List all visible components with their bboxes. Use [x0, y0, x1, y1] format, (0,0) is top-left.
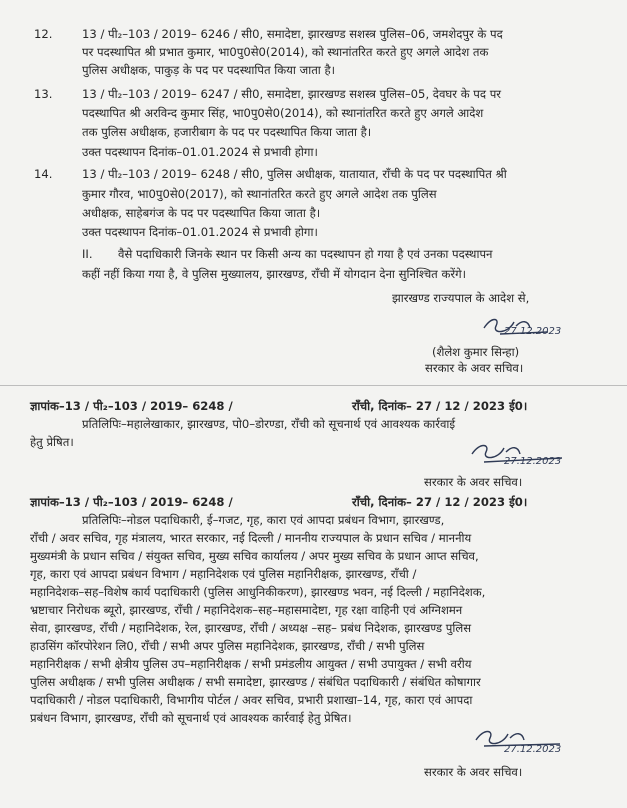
signatory-name: (शैलेश कुमार सिन्हा)	[432, 345, 520, 359]
memo-2-copy-line: प्रतिलिपिः–नोडल पदाधिकारी, ई–गजट, गृह, कारा एवं आपदा प्रबंधन विभाग, झारखण्ड,	[82, 513, 445, 527]
order-by-governor: झारखण्ड राज्यपाल के आदेश से,	[392, 291, 530, 305]
signature-date: 27.12.2023	[504, 456, 562, 467]
item-number: 14.	[34, 167, 53, 181]
item-12-line-2: पर पदस्थापित श्री प्रभात कुमार, भा0पु0से0(2014), को स्थानांतरित करते हुए अगले आदेश तक	[82, 45, 489, 59]
item-14-effective-line: उक्त पदस्थापन दिनांक–01.01.2024 से प्रभावी होगा।	[82, 225, 318, 239]
item-12-line-3: पुलिस अधीक्षक, पाकुड़ के पद पर पदस्थापित किया जाता है।	[82, 63, 336, 77]
memo-1-copy-line-1: प्रतिलिपिः–महालेखाकार, झारखण्ड, पो0–डोरण्डा, राँची को सूचनार्थ एवं आवश्यक कार्रवाई	[82, 417, 456, 431]
para-2-line-1: वैसे पदाधिकारी जिनके स्थान पर किसी अन्य का पदस्थापन हो गया है एवं उनका पदस्थापन	[118, 247, 493, 261]
signatory-designation: सरकार के अवर सचिव।	[425, 361, 524, 375]
item-14-line-2: कुमार गौरव, भा0पु0से0(2017), को स्थानांतरित करते हुए अगले आदेश तक पुलिस	[82, 187, 437, 201]
memo-1-place-date: राँची, दिनांक– 27 / 12 / 2023 ई0।	[352, 399, 528, 413]
memo-1-designation: सरकार के अवर सचिव।	[424, 475, 523, 489]
memo-2-copy-line: भ्रष्टाचार निरोधक ब्यूरो, झारखण्ड, राँची / महानिदेशक–सह–महासमादेष्टा, गृह रक्षा वाहिनी एवं अग्निशमन	[30, 603, 463, 617]
memo-2-copy-line: पदाधिकारी / नोडल पदाधिकारी, विभागीय पोर्टल / अवर सचिव, प्रभारी प्रशाखा–14, गृह, कारा एवं आपदा	[30, 693, 473, 707]
item-13-line-3: तक पुलिस अधीक्षक, हजारीबाग के पद पर पदस्थापित किया जाता है।	[82, 125, 372, 139]
memo-2-ref: ज्ञापांक–13 / पी₂–103 / 2019– 6248 /	[30, 495, 233, 509]
signature-date: 27.12.2023	[504, 326, 562, 337]
para-2-line-2: कहीं नहीं किया गया है, वे पुलिस मुख्यालय, झारखण्ड, राँची में योगदान देना सुनिश्चित करेंगे।	[82, 267, 467, 281]
memo-1-signature	[466, 440, 576, 474]
item-13-effective-line: उक्त पदस्थापन दिनांक–01.01.2024 से प्रभावी होगा।	[82, 145, 318, 159]
page-divider	[0, 385, 627, 386]
memo-1-copy-line-2: हेतु प्रेषित।	[30, 435, 74, 449]
memo-2-copy-line: प्रबंधन विभाग, झारखण्ड, राँची को सूचनार्थ एवं आवश्यक कार्रवाई हेतु प्रेषित।	[30, 711, 352, 725]
item-number: 12.	[34, 27, 53, 41]
memo-2-copy-line: महानिरीक्षक / सभी क्षेत्रीय पुलिस उप–महानिरीक्षक / सभी प्रमंडलीय आयुक्त / सभी उपायुक्त / सभी वरीय	[30, 657, 472, 671]
item-14-line-3: अधीक्षक, साहेबगंज के पद पर पदस्थापित किया जाता है।	[82, 206, 321, 220]
item-13-line-1: 13 / पी₂–103 / 2019– 6247 / सी0, समादेष्टा, झारखण्ड सशस्त्र पुलिस–05, देवघर के पद पर	[82, 87, 502, 101]
memo-2-copy-line: सेवा, झारखण्ड, राँची / महानिदेशक, रेल, झारखण्ड, राँची / अध्यक्ष –सह– प्रबंध निदेशक, झारखण्ड पुलिस	[30, 621, 472, 635]
memo-2-copy-line: पुलिस अधीक्षक / सभी पुलिस अधीक्षक / सभी समादेष्टा, झारखण्ड / संबंधित पदाधिकारी / संबंधित कोषागार	[30, 675, 481, 689]
memo-2-copy-line: गृह, कारा एवं आपदा प्रबंधन विभाग / महानिदेशक एवं पुलिस महानिरीक्षक, झारखण्ड, राँची /	[30, 567, 417, 581]
signature-1	[478, 312, 568, 342]
memo-2-designation: सरकार के अवर सचिव।	[424, 765, 523, 779]
item-14-line-1: 13 / पी₂–103 / 2019– 6248 / सी0, पुलिस अधीक्षक, यातायात, राँची के पद पर पदस्थापित श्री	[82, 167, 507, 181]
memo-2-signature	[470, 726, 580, 762]
para-number: II.	[82, 247, 93, 261]
memo-2-copy-line: राँची / अवर सचिव, गृह मंत्रालय, भारत सरकार, नई दिल्ली / माननीय राज्यपाल के प्रधान सचिव / माननीय	[30, 531, 472, 545]
item-number: 13.	[34, 87, 53, 101]
memo-2-place-date: राँची, दिनांक– 27 / 12 / 2023 ई0।	[352, 495, 528, 509]
memo-2-copy-line: मुख्यमंत्री के प्रधान सचिव / संयुक्त सचिव, मुख्य सचिव कार्यालय / अपर मुख्य सचिव के प्रधान आप्त सचिव,	[30, 549, 479, 563]
memo-1-ref: ज्ञापांक–13 / पी₂–103 / 2019– 6248 /	[30, 399, 233, 413]
item-12-line-1: 13 / पी₂–103 / 2019– 6246 / सी0, समादेष्टा, झारखण्ड सशस्त्र पुलिस–06, जमशेदपुर के पद	[82, 27, 503, 41]
signature-date: 27.12.2023	[504, 744, 562, 755]
memo-2-copy-line: हाउसिंग कॉरपोरेशन लि0, राँची / सभी अपर पुलिस महानिदेशक, झारखण्ड, राँची / सभी पुलिस	[30, 639, 425, 653]
memo-2-copy-line: महानिदेशक–सह–विशेष कार्य पदाधिकारी (पुलिस आधुनिकीकरण), झारखण्ड भवन, नई दिल्ली / महानिदेशक,	[30, 585, 486, 599]
item-13-line-2: पदस्थापित श्री अरविन्द कुमार सिंह, भा0पु0से0(2014), को स्थानांतरित करते हुए अगले आदेश	[82, 106, 484, 120]
